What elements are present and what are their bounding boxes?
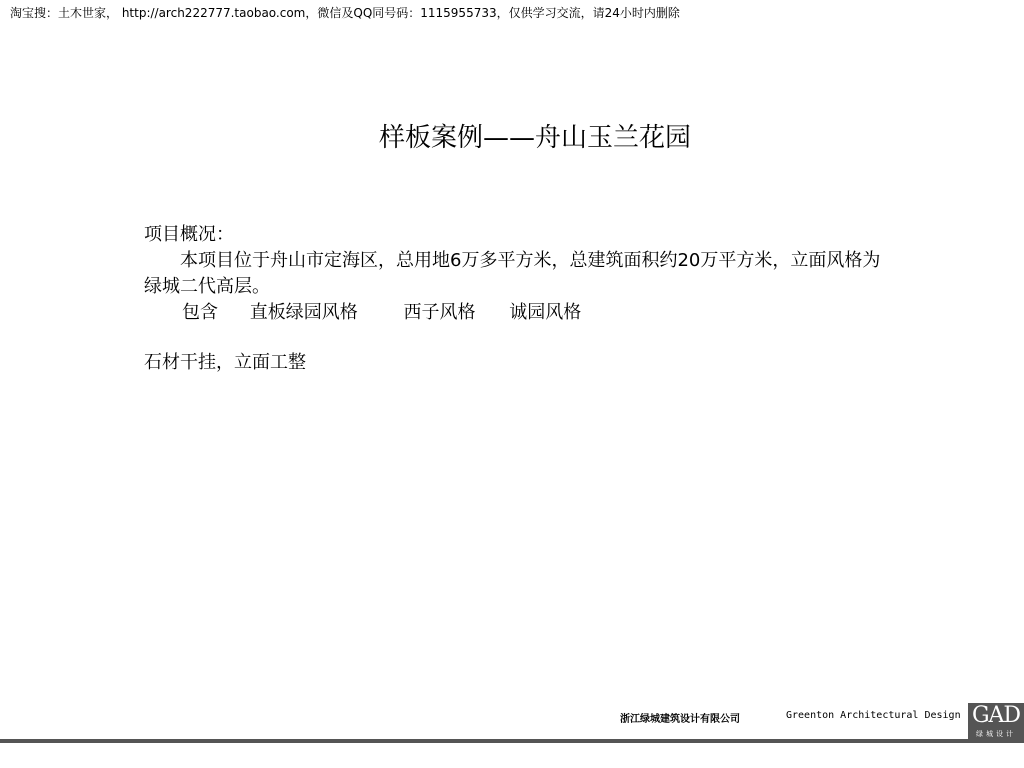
logo-subtext: 绿城设计 (976, 730, 1016, 738)
overview-section (144, 222, 884, 376)
footer-company-cn: 浙江绿城建筑设计有限公司 (620, 714, 740, 725)
style-item: 诚园风格 (509, 302, 582, 323)
style-item: 西子风格 (403, 302, 476, 323)
overview-description: 本项目位于舟山市定海区，总用地6万多平方米，总建筑面积约20万平方米，立面风格为绿城二代高层。 (144, 250, 881, 297)
page-title: 样板案例——舟山玉兰花园 (378, 123, 691, 153)
spacer (144, 326, 884, 350)
gad-logo (968, 703, 1024, 741)
includes-line (144, 300, 884, 326)
facade-note: 石材干挂，立面工整 (144, 352, 306, 373)
style-item: 直板绿园风格 (249, 302, 358, 323)
includes-label: 包含 (182, 302, 218, 323)
logo-text: GAD (971, 703, 1021, 728)
header-note: 淘宝搜：土木世家， http://arch222777.taobao.com，微信及QQ同号码：1115955733，仅供学习交流，请24小时内删除 (10, 6, 680, 20)
footer-company-en: Greenton Architectural Design (786, 710, 961, 721)
overview-heading: 项目概况： (144, 224, 234, 245)
bottom-divider (0, 739, 1024, 743)
